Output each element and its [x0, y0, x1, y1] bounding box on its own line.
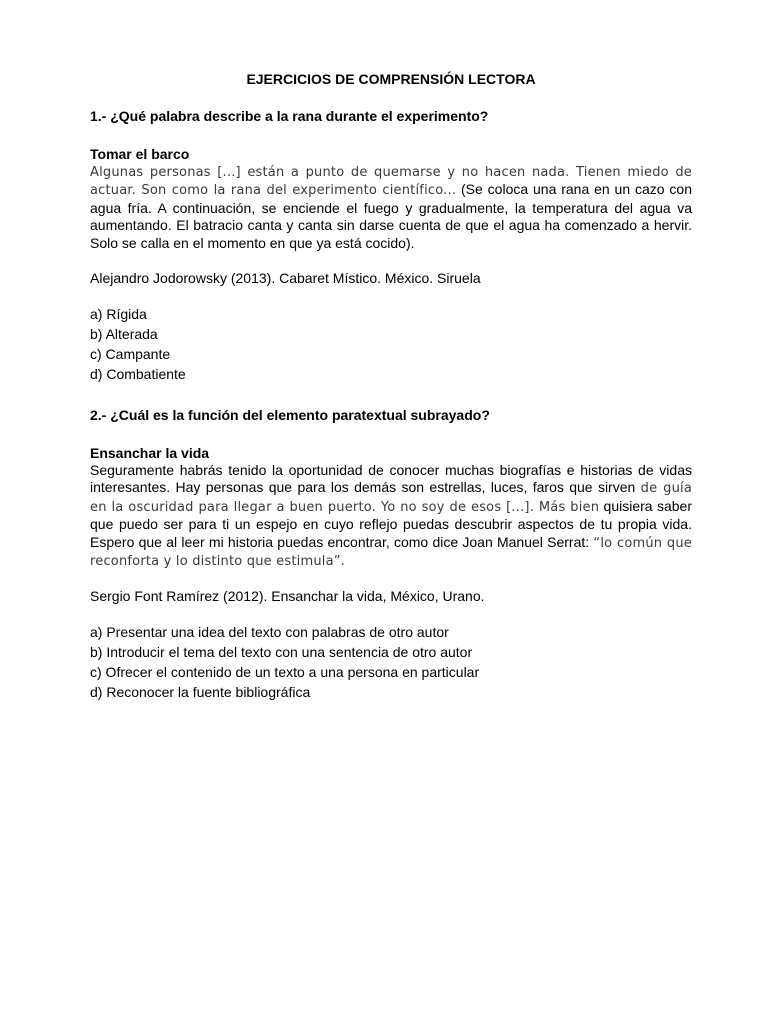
citation-2: Sergio Font Ramírez (2012). Ensanchar la vida, México, Urano. — [90, 588, 485, 605]
question-2: 2.- ¿Cuál es la función del elemento paratextual subrayado? — [90, 407, 490, 424]
question-1: 1.- ¿Qué palabra describe a la rana durante el experimento? — [90, 108, 489, 124]
passage-2-quoted-text-2: “lo común que reconforta y lo distinto que estimula”. — [90, 535, 692, 570]
option-2c: c) Ofrecer el contenido de un texto a una persona en particular — [90, 664, 480, 681]
passage-1-quoted-text: Algunas personas [...] están a punto de quemarse y no hacen nada. Tienen miedo de actuar. Son como la rana del experimento científico... — [90, 165, 692, 199]
reading-passage-2 — [90, 462, 692, 570]
option-2d: d) Reconocer la fuente bibliográfica — [90, 684, 311, 701]
exercise-2 — [90, 406, 692, 702]
page-title: EJERCICIOS DE COMPRENSIÓN LECTORA — [246, 71, 536, 87]
option-1a: a) Rígida — [90, 306, 147, 323]
options-list-2 — [90, 622, 692, 702]
option-2b: b) Introducir el tema del texto con una sentencia de otro autor — [90, 644, 473, 661]
reading-passage-1 — [90, 163, 692, 252]
passage-1-text: (Se coloca una rana en un cazo con agua fría. A continuación, se enciende el fuego y gradualmente, la temperatura del agua va aumentando. El batracio canta y canta sin darse cuenta de que el agua ha comenzado a hervir. Solo se calla en el momento en que ya está cocido). — [90, 181, 692, 251]
citation-1: Alejandro Jodorowsky (2013). Cabaret Místico. México. Siruela — [90, 270, 481, 287]
option-1d: d) Combatiente — [90, 366, 186, 383]
option-1b: b) Alterada — [90, 326, 158, 343]
reading-title-1: Tomar el barco — [90, 146, 190, 162]
exercise-1 — [90, 107, 692, 384]
passage-2-text-part1: Seguramente habrás tenido la oportunidad de conocer muchas biografías e historias de vidas interesantes. Hay personas que para los demás son estrellas, luces, faros que sirven — [90, 462, 692, 496]
options-list-1 — [90, 304, 692, 384]
option-1c: c) Campante — [90, 346, 171, 363]
reading-title-2: Ensanchar la vida — [90, 445, 210, 462]
passage-2-text-part2: quisiera saber que puedo ser para ti un espejo en cuyo reflejo puedas descubrir aspectos de tu propia vida. Espero que al leer mi historia puedas encontrar, como dice Joan Manuel Serrat: — [90, 497, 692, 550]
option-2a: a) Presentar una idea del texto con palabras de otro autor — [90, 624, 449, 641]
passage-2-quoted-text-1: de guía en la oscuridad para llegar a buen puerto. Yo no soy de esos [...]. Más bien — [90, 481, 692, 515]
